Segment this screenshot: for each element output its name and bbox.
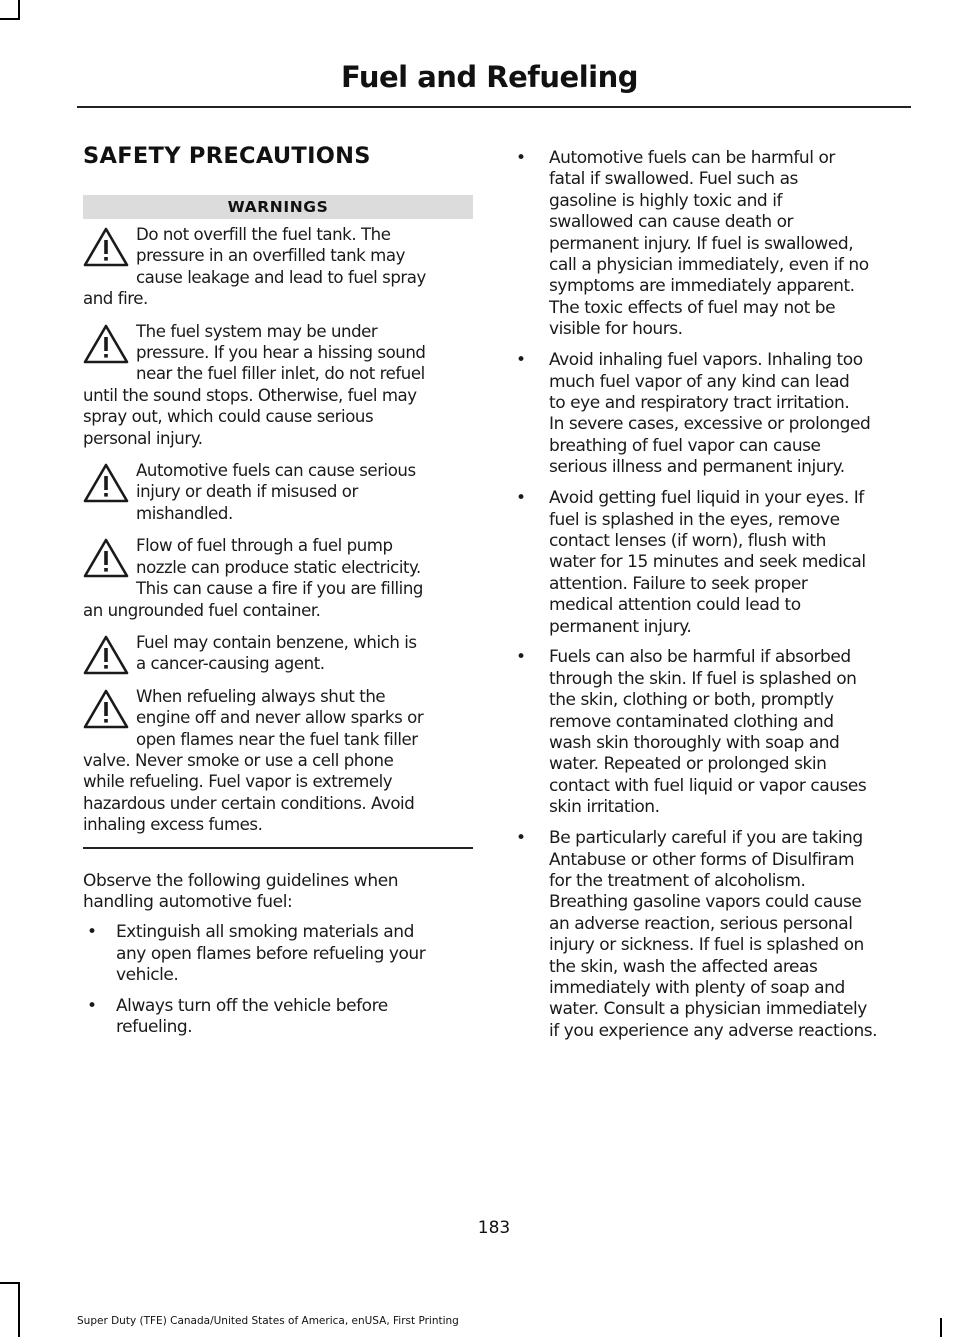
warning-triangle-icon (83, 689, 129, 729)
warning-text-line: Fuel may contain benzene, which is (136, 632, 417, 652)
warning-text-line: valve. Never smoke or use a cell phone (83, 750, 394, 770)
text-line: the skin, clothing or both, promptly (549, 690, 834, 711)
bullet-item (510, 647, 908, 818)
text-line: contact with fuel liquid or vapor causes (549, 775, 867, 796)
right-column (510, 148, 908, 1052)
text-line: Antabuse or other forms of Disulfiram (549, 849, 855, 870)
crop-mark (18, 0, 20, 20)
warning-text-line: hazardous under certain conditions. Avoid (83, 793, 415, 813)
warning-text-line: pressure in an overfilled tank may (136, 246, 405, 266)
crop-mark (0, 18, 20, 20)
text-line: through the skin. If fuel is splashed on (549, 668, 857, 689)
warning-text-line: nozzle can produce static electricity. (136, 557, 421, 577)
text-line: fuel is splashed in the eyes, remove (549, 509, 840, 530)
warning-item (83, 460, 473, 524)
warning-text-line: mishandled. (136, 503, 233, 523)
bullet-icon: • (87, 995, 97, 1016)
warning-text-line: Automotive fuels can cause serious (136, 461, 416, 481)
text-line: contact lenses (if worn), flush with (549, 530, 826, 551)
text-line: swallowed can cause death or (549, 212, 794, 233)
warning-text-line: open flames near the fuel tank filler (136, 729, 418, 749)
warning-text-line: an ungrounded fuel container. (83, 600, 321, 620)
text-line: attention. Failure to seek proper (549, 573, 808, 594)
text-line: gasoline is highly toxic and if (549, 190, 783, 211)
text-line: injury or sickness. If fuel is splashed on (549, 935, 864, 956)
warning-text-line: pressure. If you hear a hissing sound (136, 343, 426, 363)
warning-text-line: cause leakage and lead to fuel spray (136, 267, 426, 287)
text-line: vehicle. (116, 965, 179, 986)
warning-text-line: near the fuel filler inlet, do not refuel (136, 364, 425, 384)
text-line: medical attention could lead to (549, 595, 801, 616)
text-line: if you experience any adverse reactions. (549, 1020, 878, 1041)
warning-triangle-icon (83, 324, 129, 364)
warning-item (83, 224, 473, 310)
warning-text-line: When refueling always shut the (136, 686, 386, 706)
bullet-icon: • (87, 922, 97, 943)
text-line: Breathing gasoline vapors could cause (549, 892, 862, 913)
text-line: breathing of fuel vapor can cause (549, 435, 821, 456)
warning-triangle-icon (83, 463, 129, 503)
warning-text-line: a cancer-causing agent. (136, 654, 325, 674)
warnings-heading: WARNINGS (83, 195, 473, 219)
bullet-icon: • (516, 488, 526, 509)
crop-mark (0, 1282, 20, 1284)
text-line: Be particularly careful if you are taking (549, 828, 863, 849)
warnings-divider (83, 847, 473, 849)
text-line: Avoid inhaling fuel vapors. Inhaling too (549, 350, 863, 371)
text-line: Fuels can also be harmful if absorbed (549, 647, 851, 668)
warning-text-line: until the sound stops. Otherwise, fuel may (83, 385, 417, 405)
bullet-item (510, 350, 908, 478)
text-line: call a physician immediately, even if no (549, 255, 869, 276)
text-line: the skin, wash the affected areas (549, 956, 818, 977)
text-line: immediately with plenty of soap and (549, 978, 845, 999)
text-line: permanent injury. (549, 616, 692, 637)
text-line: skin irritation. (549, 797, 660, 818)
warning-triangle-icon (83, 538, 129, 578)
text-line: permanent injury. If fuel is swallowed, (549, 233, 854, 254)
warning-text-line: personal injury. (83, 428, 203, 448)
text-line: Extinguish all smoking materials and (116, 922, 414, 943)
text-line: for the treatment of alcoholism. (549, 871, 806, 891)
text-line: much fuel vapor of any kind can lead (549, 371, 850, 392)
text-line: refueling. (116, 1017, 193, 1037)
text-line: fatal if swallowed. Fuel such as (549, 169, 798, 190)
warning-text-line: and fire. (83, 289, 148, 309)
warnings-list (83, 224, 473, 836)
text-line: an adverse reaction, serious personal (549, 913, 853, 934)
warning-text-line: inhaling excess fumes. (83, 815, 263, 835)
warning-text-line: Flow of fuel through a fuel pump (136, 536, 393, 556)
bullet-item (83, 922, 473, 986)
warning-triangle-icon (83, 635, 129, 675)
footer-text: Super Duty (TFE) Canada/United States of America, enUSA, First Printing (77, 1315, 459, 1327)
text-line: serious illness and permanent injury. (549, 457, 845, 478)
warning-text-line: This can cause a fire if you are filling (136, 579, 423, 599)
text-line: water for 15 minutes and seek medical (549, 552, 866, 573)
warning-text-line: The fuel system may be under (136, 321, 378, 341)
text-line: water. Consult a physician immediately (549, 999, 867, 1020)
bullet-item (510, 828, 908, 1042)
text-line: water. Repeated or prolonged skin (549, 754, 827, 775)
text-line: Automotive fuels can be harmful or (549, 148, 835, 168)
text-line: Observe the following guidelines when (83, 870, 399, 891)
text-line: symptoms are immediately apparent. (549, 276, 855, 297)
page-number: 183 (477, 1218, 511, 1238)
header-divider (77, 106, 911, 108)
warning-item (83, 321, 473, 449)
text-line: visible for hours. (549, 319, 683, 340)
warning-item (83, 632, 473, 675)
bullet-icon: • (516, 148, 526, 168)
page-header-title: Fuel and Refueling (340, 60, 638, 94)
text-line: The toxic effects of fuel may not be (549, 297, 836, 318)
left-column (83, 143, 473, 1047)
bullet-item (510, 488, 908, 638)
warning-item (83, 535, 473, 621)
bullet-item (83, 996, 473, 1039)
warning-text-line: spray out, which could cause serious (83, 407, 374, 427)
bullet-icon: • (516, 350, 526, 371)
warning-triangle-icon (83, 227, 129, 267)
text-line: In severe cases, excessive or prolonged (549, 414, 871, 435)
bullet-icon: • (516, 828, 526, 849)
text-line: any open flames before refueling your (116, 943, 426, 964)
bullet-item (510, 148, 908, 341)
warning-text-line: injury or death if misused or (136, 482, 358, 502)
crop-mark (18, 1282, 20, 1337)
text-line: Avoid getting fuel liquid in your eyes. If (549, 488, 864, 509)
warning-text-line: Do not overfill the fuel tank. The (136, 225, 391, 244)
guidelines-intro (83, 871, 473, 914)
text-line: remove contaminated clothing and (549, 711, 834, 732)
crop-mark (940, 1318, 942, 1337)
warning-item (83, 686, 473, 836)
warning-text-line: engine off and never allow sparks or (136, 708, 424, 728)
warning-text-line: while refueling. Fuel vapor is extremely (83, 772, 393, 792)
section-title: SAFETY PRECAUTIONS (83, 143, 371, 169)
guidelines-list-right (510, 148, 908, 1042)
text-line: wash skin thoroughly with soap and (549, 733, 840, 754)
guidelines-list-left (83, 922, 473, 1038)
text-line: handling automotive fuel: (83, 891, 293, 912)
bullet-icon: • (516, 647, 526, 668)
text-line: to eye and respiratory tract irritation. (549, 392, 850, 413)
text-line: Always turn off the vehicle before (116, 995, 388, 1016)
